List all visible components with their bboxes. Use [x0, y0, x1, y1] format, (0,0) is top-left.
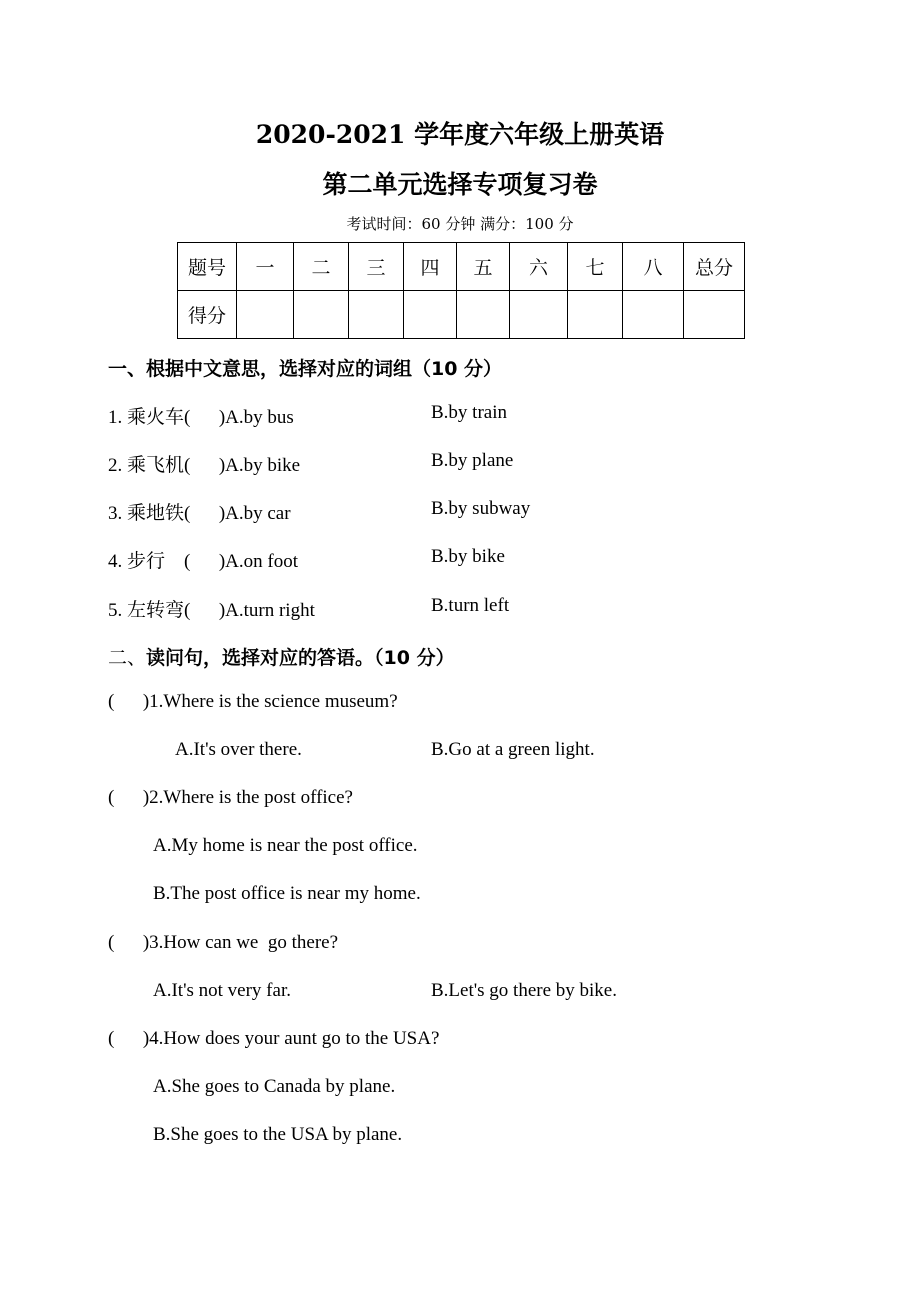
s1-item3-stem: 3. 乘地铁( )A.by car	[108, 503, 291, 524]
s1-item5-option-b: B.turn left	[431, 595, 510, 616]
s1-item1-stem: 1. 乘火车( )A.by bus	[108, 407, 294, 428]
score-input-3[interactable]	[349, 291, 404, 339]
score-input-6[interactable]	[510, 291, 568, 339]
s2-q4-stem: ( )4.How does your aunt go to the USA?	[108, 1028, 440, 1049]
score-input-total[interactable]	[684, 291, 745, 339]
score-table	[177, 242, 745, 339]
s2-q2-option-b: B.The post office is near my home.	[153, 883, 421, 904]
cell-part-5: 五	[457, 243, 510, 291]
cell-part-7: 七	[568, 243, 623, 291]
score-input-2[interactable]	[294, 291, 349, 339]
s2-q2-stem: ( )2.Where is the post office?	[108, 787, 353, 808]
s1-item2-option-b: B.by plane	[431, 450, 514, 471]
cell-total: 总分	[684, 243, 745, 291]
s1-item3-option-b: B.by subway	[431, 498, 531, 519]
s2-q3-option-a: A.It's not very far.	[153, 980, 291, 1001]
score-table-header-row	[178, 243, 745, 291]
cell-part-6: 六	[510, 243, 568, 291]
score-input-5[interactable]	[457, 291, 510, 339]
score-input-4[interactable]	[404, 291, 457, 339]
s2-q1-stem: ( )1.Where is the science museum?	[108, 691, 398, 712]
section1-heading: 一、根据中文意思，选择对应的词组（10 分）	[108, 358, 503, 380]
cell-part-3: 三	[349, 243, 404, 291]
score-input-7[interactable]	[568, 291, 623, 339]
s2-q2-option-a: A.My home is near the post office.	[153, 835, 418, 856]
section2-heading	[108, 643, 455, 670]
exam-title-line2: 第二单元选择专项复习卷	[322, 170, 598, 199]
s1-item2-stem: 2. 乘飞机( )A.by bike	[108, 455, 301, 476]
s1-item4-option-b: B.by bike	[431, 546, 505, 567]
s1-item5-stem: 5. 左转弯( )A.turn right	[108, 600, 315, 621]
s1-item1-option-b: B.by train	[431, 402, 507, 423]
s2-q1-option-a: A.It's over there.	[175, 739, 302, 760]
s1-item4-stem: 4. 步行 ( )A.on foot	[108, 551, 298, 572]
cell-part-4: 四	[404, 243, 457, 291]
exam-title-line1: 2020-2021 学年度六年级上册英语	[255, 120, 665, 149]
section2-heading-text: 读问句，选择对应的答语。（10 分）	[146, 647, 455, 669]
cell-part-1: 一	[237, 243, 294, 291]
s2-q3-stem: ( )3.How can we go there?	[108, 932, 339, 953]
s2-q4-option-a: A.She goes to Canada by plane.	[153, 1076, 396, 1097]
s2-q3-option-b: B.Let's go there by bike.	[431, 980, 617, 1001]
score-input-8[interactable]	[623, 291, 684, 339]
cell-part-2: 二	[294, 243, 349, 291]
section2-heading-prefix: 二、	[108, 647, 147, 669]
score-table-score-row	[178, 291, 745, 339]
s2-q4-option-b: B.She goes to the USA by plane.	[153, 1124, 403, 1145]
cell-part-8: 八	[623, 243, 684, 291]
score-input-1[interactable]	[237, 291, 294, 339]
exam-info: 考试时间：60 分钟 满分：100 分	[346, 215, 574, 233]
s2-q1-option-b: B.Go at a green light.	[431, 739, 595, 760]
cell-question-no: 题号	[178, 243, 237, 291]
cell-score-label: 得分	[178, 291, 237, 339]
